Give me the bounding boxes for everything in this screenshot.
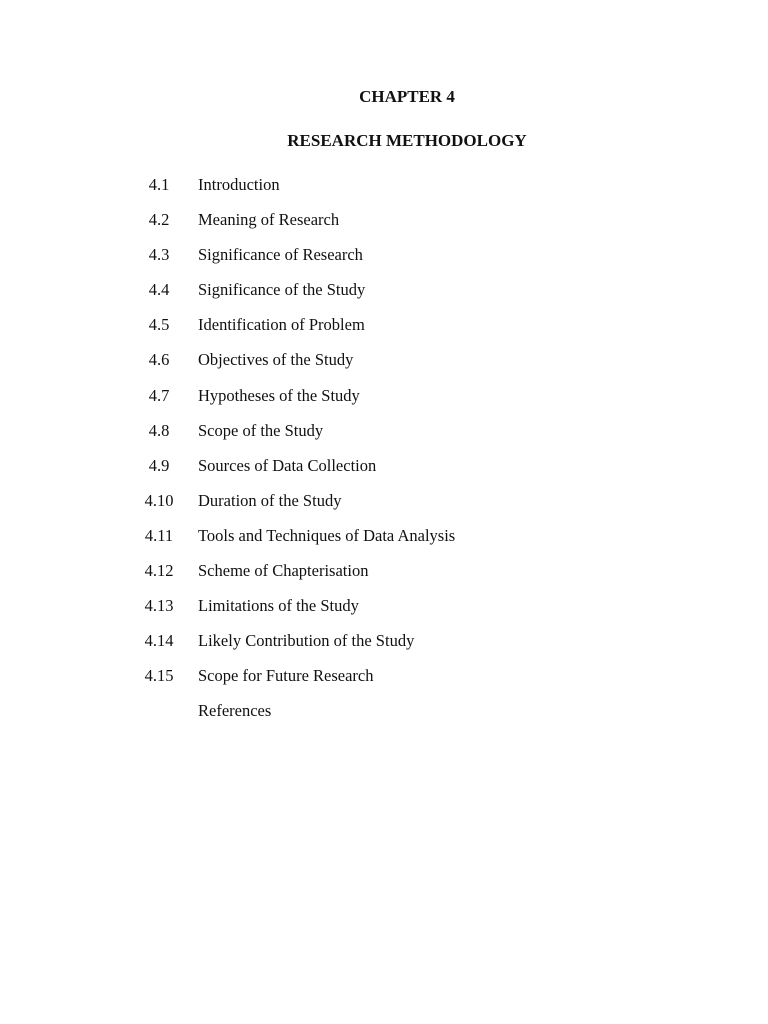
toc-entry-number: 4.2 bbox=[148, 210, 170, 230]
toc-entry-number: 4.11 bbox=[144, 525, 174, 545]
toc-entry-title: Scope of the Study bbox=[198, 420, 324, 440]
toc-entry bbox=[0, 209, 768, 244]
toc-entry-title: Identification of Problem bbox=[198, 315, 365, 335]
toc-entry-title: Scheme of Chapterisation bbox=[198, 561, 369, 581]
table-of-contents bbox=[0, 174, 768, 736]
chapter-number: CHAPTER 4 bbox=[359, 87, 455, 106]
toc-entry-number: 4.3 bbox=[148, 245, 170, 265]
toc-entry-title: References bbox=[198, 701, 272, 721]
toc-entry bbox=[0, 595, 768, 630]
toc-entry bbox=[0, 630, 768, 665]
toc-entry-number: 4.7 bbox=[148, 385, 170, 405]
toc-entry bbox=[0, 174, 768, 209]
toc-entry-title: Significance of the Study bbox=[198, 280, 366, 300]
toc-entry-title: Limitations of the Study bbox=[198, 596, 359, 616]
chapter-title: RESEARCH METHODOLOGY bbox=[287, 131, 527, 150]
toc-entry bbox=[0, 525, 768, 560]
toc-entry bbox=[0, 314, 768, 349]
toc-entry-number: 4.6 bbox=[148, 350, 170, 370]
toc-entry bbox=[0, 665, 768, 700]
toc-entry bbox=[0, 490, 768, 525]
toc-entry-number: 4.10 bbox=[144, 490, 174, 510]
toc-entry-number: 4.1 bbox=[148, 175, 170, 194]
toc-entry-number: 4.14 bbox=[144, 631, 174, 651]
toc-entry-title: Tools and Techniques of Data Analysis bbox=[198, 525, 456, 545]
toc-entry bbox=[0, 385, 768, 420]
toc-entry-title: Sources of Data Collection bbox=[198, 455, 377, 475]
toc-entry bbox=[0, 455, 768, 490]
toc-entry-number: 4.15 bbox=[144, 666, 174, 686]
toc-entry-references bbox=[0, 700, 768, 735]
toc-entry bbox=[0, 349, 768, 384]
toc-entry-number: 4.5 bbox=[148, 315, 170, 335]
toc-entry-number: 4.9 bbox=[148, 455, 170, 475]
toc-entry-title: Duration of the Study bbox=[198, 490, 342, 510]
toc-entry-title: Significance of Research bbox=[198, 245, 363, 265]
toc-entry bbox=[0, 560, 768, 595]
toc-entry bbox=[0, 244, 768, 279]
toc-entry-number: 4.12 bbox=[144, 561, 174, 581]
toc-entry bbox=[0, 279, 768, 314]
toc-entry-number: 4.8 bbox=[148, 420, 170, 440]
toc-entry-title: Introduction bbox=[198, 175, 280, 194]
toc-entry-number: 4.4 bbox=[148, 280, 170, 300]
toc-entry-title: Meaning of Research bbox=[198, 210, 340, 230]
toc-entry-title: Likely Contribution of the Study bbox=[198, 631, 415, 651]
toc-entry-title: Hypotheses of the Study bbox=[198, 385, 360, 405]
toc-entry-number: 4.13 bbox=[144, 596, 174, 616]
toc-entry bbox=[0, 420, 768, 455]
toc-entry-title: Scope for Future Research bbox=[198, 666, 374, 686]
toc-entry-title: Objectives of the Study bbox=[198, 350, 354, 370]
